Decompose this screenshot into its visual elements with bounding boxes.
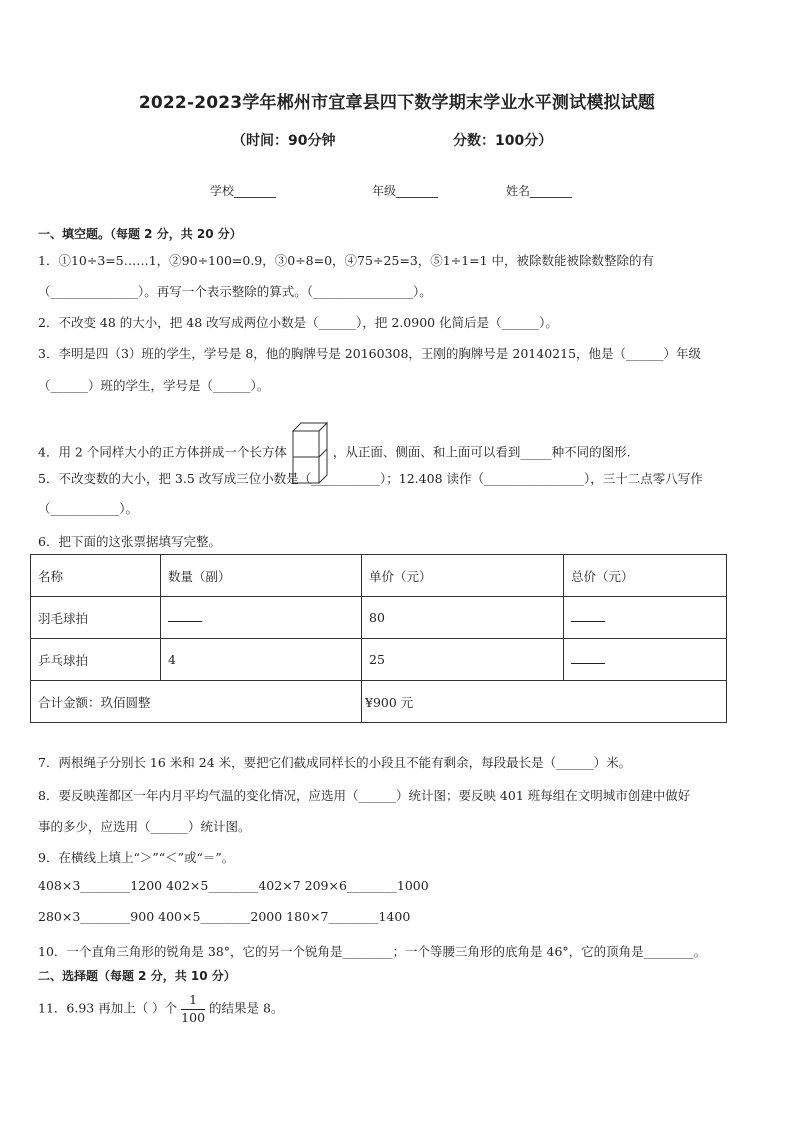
blank-line [571,611,605,622]
header-name: 名称 [31,555,161,597]
question-9-line-2: 280×3________900 400×5________2000 180×7________1400 [38,909,411,924]
question-5-line-2: （___________）。 [38,501,139,516]
fraction-numerator: 1 [181,994,205,1010]
question-4-text-before: 4．用 2 个同样大小的正方体拼成一个长方体 [38,444,287,460]
question-6: 6．把下面的这张票据填写完整。 [38,534,221,549]
cell-total-blank [564,639,727,681]
question-7: 7．两根绳子分别长 16 米和 24 米，要把它们截成同样长的小段且不能有剩余，每段最长是（______）米。 [38,755,632,770]
question-8-line-1: 8．要反映莲都区一年内月平均气温的变化情况，应选用（______）统计图；要反映 401 班每组在文明城市创建中做好 [38,788,691,803]
school-label: 学校 [210,184,235,198]
question-1-line-1: 1．①10÷3=5……1，②90÷100=0.9，③0÷8=0，④75÷25=3，⑤1÷1=1 中，被除数能被除数整除的有 [38,253,655,268]
cell-total-label: 合计金额：玖佰圆整 [31,681,362,723]
question-1-line-2: （______________）。再写一个表示整除的算式。（________________）。 [38,284,432,299]
table-row [31,597,727,639]
grade-blank: _______ [396,184,439,198]
exam-time: （时间：90分钟 [232,133,336,149]
fraction [181,994,205,1024]
cell-quantity: 4 [161,639,362,681]
question-11-text-after: 的结果是 8。 [209,1000,284,1016]
table-row [31,639,727,681]
question-9: 9．在横线上填上“＞”“＜”或“＝”。 [38,850,235,865]
question-10: 10．一个直角三角形的锐角是 38°，它的另一个锐角是________；一个等腰三角形的底角是 46°，它的顶角是________。 [38,944,707,959]
name-field [506,182,572,199]
cell-item: 羽毛球拍 [31,597,161,639]
name-label: 姓名 [506,184,531,198]
cell-total-value: ¥900 元 [362,681,727,723]
cell-total-blank [564,597,727,639]
page-title: 2022-2023学年郴州市宜章县四下数学期末学业水平测试模拟试题 [138,93,656,113]
question-4-text-after: ，从正面、侧面、和上面可以看到_____种不同的图形. [332,444,631,460]
blank-line [571,653,605,664]
question-5-line-1: 5．不改变数的大小，把 3.5 改写成三位小数是（___________）；12.408 读作（________________），三十二点零八写作 [38,471,703,486]
header-unit-price: 单价（元） [362,555,564,597]
section-1-heading: 一、填空题。（每题 2 分，共 20 分） [38,227,242,241]
cell-item: 乒乓球拍 [31,639,161,681]
table-header-row [31,555,727,597]
school-blank: _______ [234,184,277,198]
grade-label: 年级 [372,184,397,198]
name-blank: _______ [530,184,573,198]
question-9-line-1: 408×3________1200 402×5________402×7 209×6________1000 [38,878,429,893]
question-11-text-before: 11．6.93 再加上（ ）个 [38,1000,178,1016]
question-3-line-2: （______）班的学生，学号是（______）。 [38,378,270,393]
header-quantity: 数量（副） [161,555,362,597]
question-11 [38,994,283,1024]
cell-unit-price: 80 [362,597,564,639]
school-field [210,182,276,199]
exam-score: 分数：100分） [453,133,553,149]
blank-line [168,611,202,622]
receipt-table [30,554,727,723]
cell-unit-price: 25 [362,639,564,681]
cell-quantity-blank [161,597,362,639]
question-2: 2．不改变 48 的大小，把 48 改写成两位小数是（______），把 2.0900 化简后是（______）。 [38,315,558,330]
question-3-line-1: 3．李明是四（3）班的学生，学号是 8，他的胸牌号是 20160308，王刚的胸牌号是 20140215，他是（______）年级 [38,346,702,361]
question-8-line-2: 事的多少，应选用（______）统计图。 [38,819,251,834]
section-2-heading: 二、选择题（每题 2 分，共 10 分） [38,969,236,983]
fraction-denominator: 100 [181,1009,206,1025]
grade-field [372,182,438,199]
header-total-price: 总价（元） [564,555,727,597]
table-total-row [31,681,727,723]
